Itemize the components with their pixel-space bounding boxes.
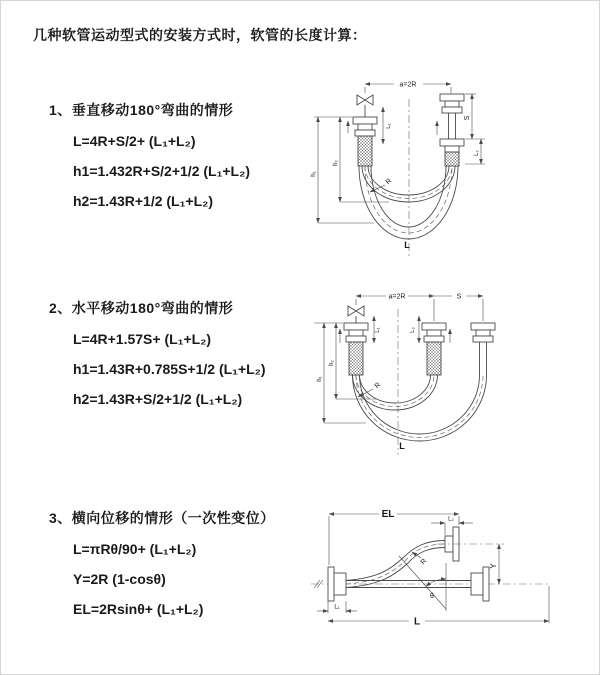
valve-icon: [357, 95, 373, 117]
left-flange-fitting: [344, 323, 368, 375]
right-flange-fitting: [440, 94, 464, 166]
svg-text:L₂: L₂: [474, 150, 480, 156]
dimension-l1: [317, 601, 357, 613]
middle-flange-fitting: [422, 323, 446, 375]
svg-text:S: S: [456, 293, 462, 301]
section-heading: 1、垂直移动180°弯曲的情形: [49, 102, 234, 118]
formula-line: L=4R+S/2+ (L₁+L₂): [73, 133, 196, 149]
formula-line: L=πRθ/90+ (L₁+L₂): [73, 541, 197, 557]
dimension-l2: [410, 316, 419, 343]
right-flange-fitting: [471, 567, 489, 601]
hose-u-bend: [353, 375, 487, 441]
page-title: 几种软管运动型式的安装方式时，软管的长度计算：: [33, 27, 367, 43]
radius-callout: [412, 552, 428, 566]
dimension-l: [328, 586, 549, 628]
left-flange-fitting: [353, 117, 377, 166]
svg-text:θ: θ: [430, 593, 434, 600]
right-flange-fitting: [471, 323, 495, 375]
svg-text:h₂: h₂: [329, 360, 335, 366]
section-horizontal-180: [49, 298, 266, 421]
dimension-a2r: [356, 294, 434, 322]
valve-icon: [348, 306, 364, 323]
length-label: L: [399, 441, 405, 451]
dimension-l2: [465, 139, 485, 164]
formula-line: h1=1.432R+S/2+1/2 (L₁+L₂): [73, 163, 250, 179]
svg-text:h₁: h₁: [311, 171, 317, 177]
svg-text:EL: EL: [381, 509, 395, 520]
svg-text:L₁: L₁: [334, 604, 340, 611]
svg-text:R: R: [419, 557, 429, 567]
svg-text:L₂: L₂: [410, 327, 416, 333]
svg-text:S: S: [464, 115, 471, 121]
horizontal-180-bend-diagram: [306, 283, 598, 473]
left-flange-fitting: [328, 567, 346, 601]
dimension-s: [434, 294, 483, 322]
formula-line: h2=1.43R+S/2+1/2 (L₁+L₂): [73, 391, 243, 407]
svg-text:L₁: L₁: [375, 327, 381, 333]
formula-line: h1=1.43R+0.785S+1/2 (L₁+L₂): [73, 361, 266, 377]
dimension-s: [464, 94, 485, 139]
dimension-l1: [374, 316, 381, 343]
dimension-l2: [431, 517, 473, 536]
dimension-y: [489, 544, 499, 584]
dimension-a2r: [365, 82, 451, 94]
vertical-180-bend-diagram: [304, 71, 589, 271]
dimension-h2: [314, 323, 376, 399]
svg-text:h₂: h₂: [333, 160, 339, 166]
svg-text:R: R: [384, 177, 394, 187]
formula-line: Y=2R (1-cosθ): [73, 571, 166, 587]
svg-text:Y: Y: [489, 563, 498, 569]
section-heading: 2、水平移动180°弯曲的情形: [49, 300, 234, 316]
length-label: L: [404, 240, 410, 250]
section-vertical-180: [49, 100, 250, 223]
section-lateral-displacement: [49, 508, 275, 631]
formula-line: L=4R+1.57S+ (L₁+L₂): [73, 331, 212, 347]
upper-flange-fitting: [437, 527, 504, 561]
lateral-displacement-diagram: [299, 499, 599, 634]
svg-text:L₁: L₁: [386, 123, 392, 129]
dimension-l1: [383, 107, 392, 144]
svg-text:R: R: [373, 381, 383, 391]
dimension-el: [329, 509, 459, 565]
formula-line: EL=2Rsinθ+ (L₁+L₂): [73, 601, 204, 617]
svg-text:L₂: L₂: [448, 516, 454, 523]
svg-text:h₁: h₁: [317, 376, 323, 382]
formula-line: h2=1.43R+1/2 (L₁+L₂): [73, 193, 214, 209]
svg-text:a=2R: a=2R: [388, 293, 406, 301]
section-heading: 3、横向位移的情形（一次性变位）: [49, 510, 275, 526]
hose-u-bend: [359, 166, 458, 239]
svg-text:a=2R: a=2R: [399, 81, 417, 89]
svg-text:L: L: [413, 616, 421, 628]
